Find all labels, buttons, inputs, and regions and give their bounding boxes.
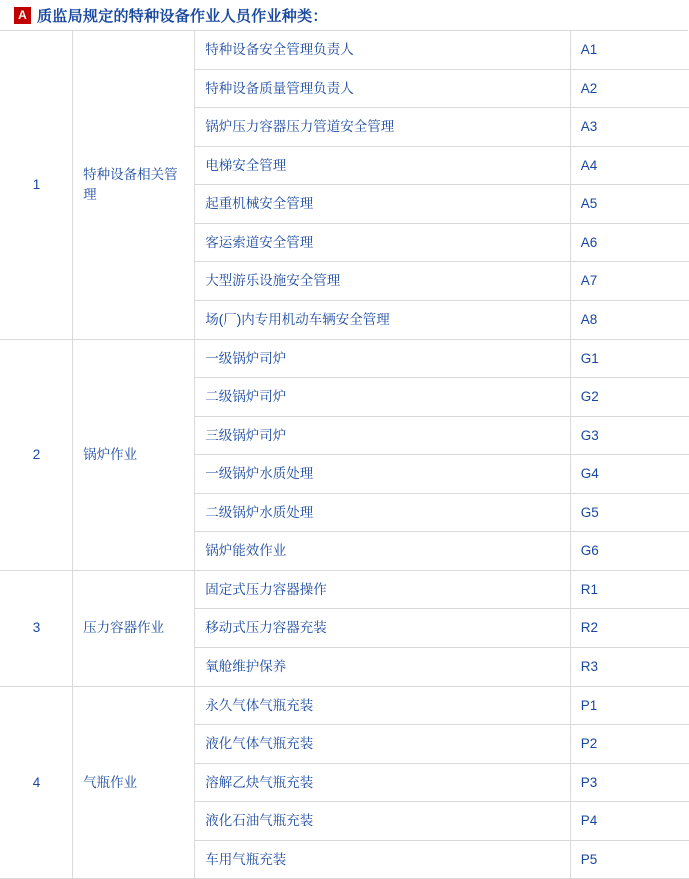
occupation-code-cell: A4 bbox=[570, 146, 688, 185]
occupation-name-cell: 二级锅炉水质处理 bbox=[195, 493, 571, 532]
occupation-code-cell: G4 bbox=[570, 455, 688, 494]
occupation-code-cell: G5 bbox=[570, 493, 688, 532]
occupation-name-cell: 一级锅炉水质处理 bbox=[195, 455, 571, 494]
group-name-cell: 气瓶作业 bbox=[73, 686, 195, 879]
group-number-cell: 2 bbox=[1, 339, 73, 570]
occupation-name-cell: 车用气瓶充装 bbox=[195, 840, 571, 879]
occupation-code-cell: A5 bbox=[570, 185, 688, 224]
occupation-name-cell: 二级锅炉司炉 bbox=[195, 378, 571, 417]
group-number-cell: 3 bbox=[1, 570, 73, 686]
occupation-name-cell: 锅炉压力容器压力管道安全管理 bbox=[195, 108, 571, 147]
group-name-cell: 锅炉作业 bbox=[73, 339, 195, 570]
occupation-code-cell: P4 bbox=[570, 802, 688, 841]
occupation-code-cell: G2 bbox=[570, 378, 688, 417]
occupation-name-cell: 氧舱维护保养 bbox=[195, 648, 571, 687]
occupation-name-cell: 移动式压力容器充装 bbox=[195, 609, 571, 648]
occupation-code-cell: P5 bbox=[570, 840, 688, 879]
occupation-name-cell: 三级锅炉司炉 bbox=[195, 416, 571, 455]
occupation-name-cell: 场(厂)内专用机动车辆安全管理 bbox=[195, 300, 571, 339]
occupation-code-cell: G3 bbox=[570, 416, 688, 455]
group-name-cell: 压力容器作业 bbox=[73, 570, 195, 686]
occupation-code-cell: A6 bbox=[570, 223, 688, 262]
group-number-cell: 4 bbox=[1, 686, 73, 879]
occupation-code-cell: G1 bbox=[570, 339, 688, 378]
occupation-name-cell: 固定式压力容器操作 bbox=[195, 570, 571, 609]
occupation-name-cell: 特种设备质量管理负责人 bbox=[195, 69, 571, 108]
occupation-name-cell: 锅炉能效作业 bbox=[195, 532, 571, 571]
occupation-code-cell: G6 bbox=[570, 532, 688, 571]
table-body bbox=[1, 31, 689, 879]
table-row bbox=[1, 31, 689, 70]
occupation-name-cell: 溶解乙炔气瓶充装 bbox=[195, 763, 571, 802]
table-row bbox=[1, 686, 689, 725]
occupation-name-cell: 特种设备安全管理负责人 bbox=[195, 31, 571, 70]
occupation-code-cell: A2 bbox=[570, 69, 688, 108]
occupation-code-cell: P3 bbox=[570, 763, 688, 802]
occupation-code-cell: R3 bbox=[570, 648, 688, 687]
group-name-cell: 特种设备相关管理 bbox=[73, 31, 195, 340]
occupation-code-cell: A1 bbox=[570, 31, 688, 70]
group-number-cell: 1 bbox=[1, 31, 73, 340]
occupation-name-cell: 液化石油气瓶充装 bbox=[195, 802, 571, 841]
occupation-name-cell: 电梯安全管理 bbox=[195, 146, 571, 185]
occupation-code-cell: A3 bbox=[570, 108, 688, 147]
occupation-code-cell: P2 bbox=[570, 725, 688, 764]
occupation-category-table bbox=[0, 30, 689, 879]
occupation-code-cell: R2 bbox=[570, 609, 688, 648]
occupation-name-cell: 大型游乐设施安全管理 bbox=[195, 262, 571, 301]
occupation-name-cell: 一级锅炉司炉 bbox=[195, 339, 571, 378]
occupation-name-cell: 液化气体气瓶充装 bbox=[195, 725, 571, 764]
occupation-code-cell: A8 bbox=[570, 300, 688, 339]
table-row bbox=[1, 570, 689, 609]
occupation-code-cell: R1 bbox=[570, 570, 688, 609]
section-header bbox=[0, 0, 689, 30]
occupation-code-cell: A7 bbox=[570, 262, 688, 301]
section-badge-icon: A bbox=[14, 7, 31, 24]
occupation-name-cell: 永久气体气瓶充装 bbox=[195, 686, 571, 725]
page-title: 质监局规定的特种设备作业人员作业种类： bbox=[37, 7, 328, 25]
occupation-code-cell: P1 bbox=[570, 686, 688, 725]
table-row bbox=[1, 339, 689, 378]
occupation-name-cell: 起重机械安全管理 bbox=[195, 185, 571, 224]
occupation-name-cell: 客运索道安全管理 bbox=[195, 223, 571, 262]
